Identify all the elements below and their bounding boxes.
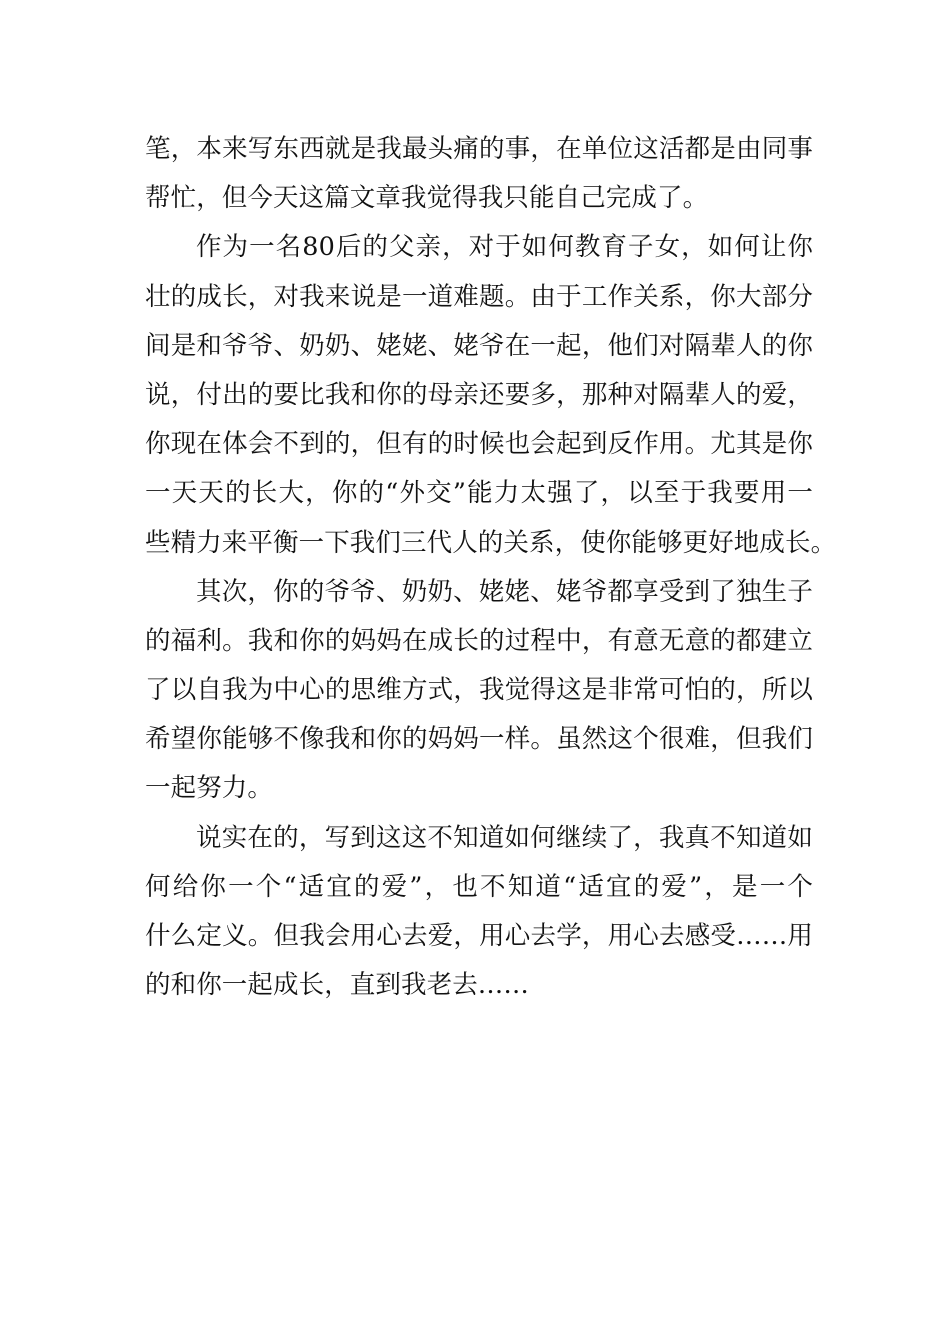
text-line: 壮的成长，对我来说是一道难题。由于工作关系，你大部分 bbox=[145, 281, 813, 312]
text-line: 的和你一起成长，直到我老去…… bbox=[145, 970, 530, 1001]
text-line: 一起努力。 bbox=[145, 773, 274, 804]
text-line: 什么定义。但我会用心去爱，用心去学，用心去感受……用 bbox=[145, 921, 813, 951]
document-body bbox=[145, 125, 837, 1010]
text-line: 作为一名80后的父亲，对于如何教育子女，如何让你 bbox=[196, 232, 813, 263]
text-line: 了以自我为中心的思维方式，我觉得这是非常可怕的，所以 bbox=[145, 675, 813, 706]
text-line: 帮忙，但今天这篇文章我觉得我只能自己完成了。 bbox=[145, 183, 709, 214]
text-line: 的福利。我和你的妈妈在成长的过程中，有意无意的都建立 bbox=[145, 625, 813, 656]
text-line: 何给你一个“适宜的爱”，也不知道“适宜的爱”，是一个 bbox=[145, 871, 813, 902]
text-line: 笔，本来写东西就是我最头痛的事，在单位这活都是由同事 bbox=[145, 134, 813, 164]
text-line: 希望你能够不像我和你的妈妈一样。虽然这个很难，但我们 bbox=[145, 724, 813, 755]
text-line: 说实在的，写到这这不知道如何继续了，我真不知道如 bbox=[196, 822, 813, 853]
text-line: 你现在体会不到的，但有的时候也会起到反作用。尤其是你 bbox=[145, 429, 813, 460]
text-line: 一天天的长大，你的“外交”能力太强了，以至于我要用一 bbox=[145, 478, 813, 509]
text-line: 间是和爷爷、奶奶、姥姥、姥爷在一起，他们对隔辈人的你 bbox=[145, 330, 813, 361]
text-line: 些精力来平衡一下我们三代人的关系，使你能够更好地成长。 bbox=[145, 527, 837, 558]
text-line: 说，付出的要比我和你的母亲还要多，那种对隔辈人的爱， bbox=[145, 379, 813, 410]
text-line: 其次，你的爷爷、奶奶、姥姥、姥爷都享受到了独生子 bbox=[196, 576, 813, 607]
